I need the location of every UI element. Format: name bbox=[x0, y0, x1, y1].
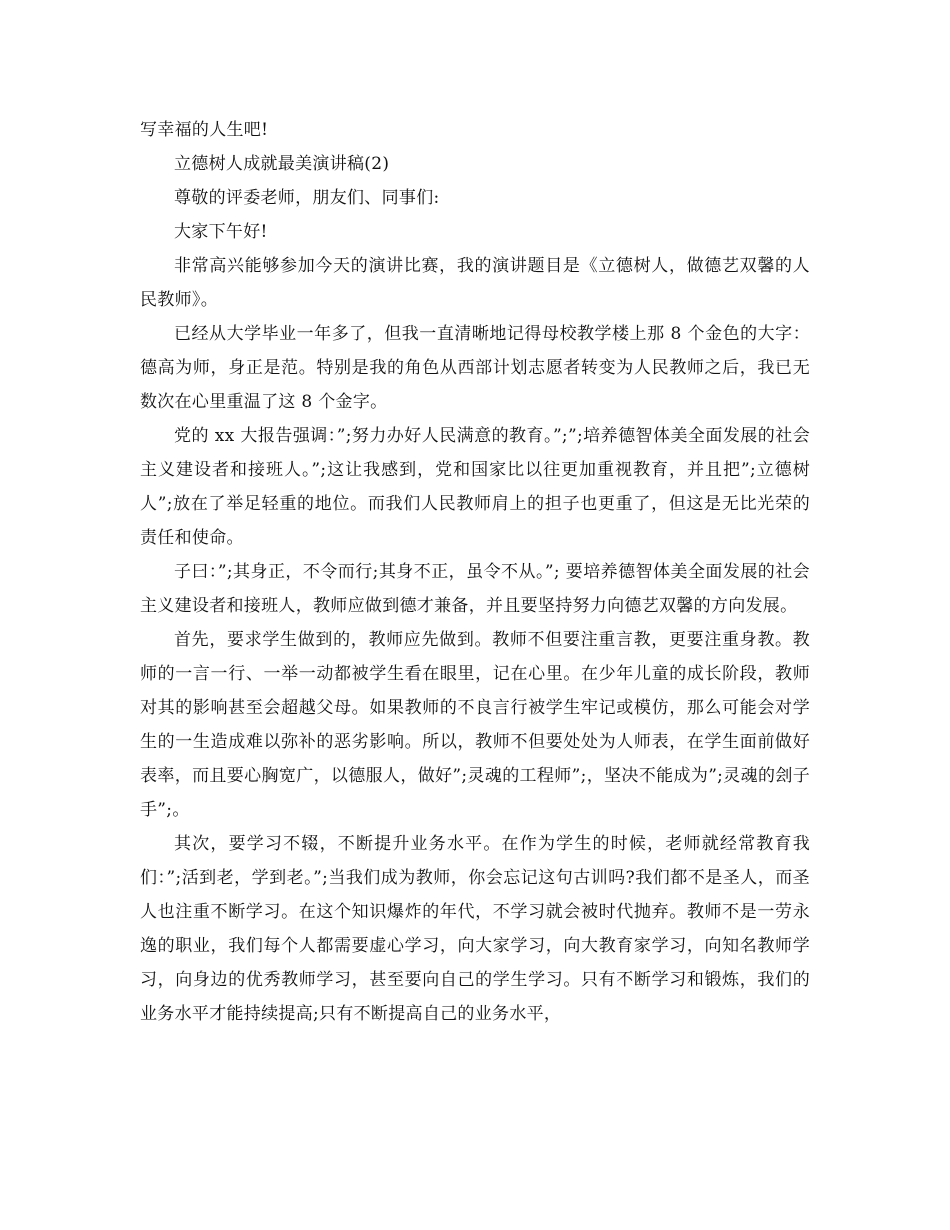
paragraph-3-salutation: 尊敬的评委老师，朋友们、同事们: bbox=[174, 188, 440, 208]
paragraph-10: 其次，要学习不辍，不断提升业务水平。在作为学生的时候，老师就经常教育我们：”;活到老，学到老。”;当我们成为教师，你会忘记这句古训吗?我们都不是圣人，而圣人也注重不断学习。在这个知识爆炸的年代，不学习就会被时代抛弃。教师不是一劳永逸的职业，我们每个人都需要虚心学习，向大家学习，向大教育家学习，向知名教师学习，向身边的优秀教师学习，甚至要向自己的学生学习。只有不断学习和锻炼，我们的业务水平才能持续提高;只有不断提高自己的业务水平， bbox=[140, 834, 810, 1024]
paragraph-7: 党的 xx 大报告强调：”;努力办好人民满意的教育。”;”;培养德智体美全面发展的社会主义建设者和接班人。”;这让我感到，党和国家比以往更加重视教育，并且把”;立德树人”;放在了举足轻重的地位。而我们人民教师肩上的担子也更重了，但这是无比光荣的责任和使命。 bbox=[140, 426, 810, 548]
paragraph-2-subtitle: 立德树人成就最美演讲稿(2) bbox=[174, 154, 390, 174]
paragraph-5: 非常高兴能够参加今天的演讲比赛，我的演讲题目是《立德树人，做德艺双馨的人民教师》。 bbox=[140, 256, 810, 310]
paragraph-4-greeting: 大家下午好! bbox=[174, 222, 268, 242]
paragraph-9: 首先，要求学生做到的，教师应先做到。教师不但要注重言教，更要注重身教。教师的一言一行、一举一动都被学生看在眼里，记在心里。在少年儿童的成长阶段，教师对其的影响甚至会超越父母。如果教师的不良言行被学生牢记或模仿，那么可能会对学生的一生造成难以弥补的恶劣影响。所以，教师不但要处处为人师表，在学生面前做好表率，而且要心胸宽广，以德服人，做好”;灵魂的工程师”;，坚决不能成为”;灵魂的刽子手”;。 bbox=[140, 630, 810, 820]
paragraph-1: 写幸福的人生吧! bbox=[140, 120, 269, 140]
document-body bbox=[140, 113, 810, 1031]
paragraph-6: 已经从大学毕业一年多了，但我一直清晰地记得母校教学楼上那 8 个金色的大字：德高为师，身正是范。特别是我的角色从西部计划志愿者转变为人民教师之后，我已无数次在心里重温了这 8 个金字。 bbox=[140, 324, 810, 412]
paragraph-8: 子曰：”;其身正，不令而行;其身不正，虽令不从。”; 要培养德智体美全面发展的社会主义建设者和接班人，教师应做到德才兼备，并且要坚持努力向德艺双馨的方向发展。 bbox=[140, 562, 810, 616]
